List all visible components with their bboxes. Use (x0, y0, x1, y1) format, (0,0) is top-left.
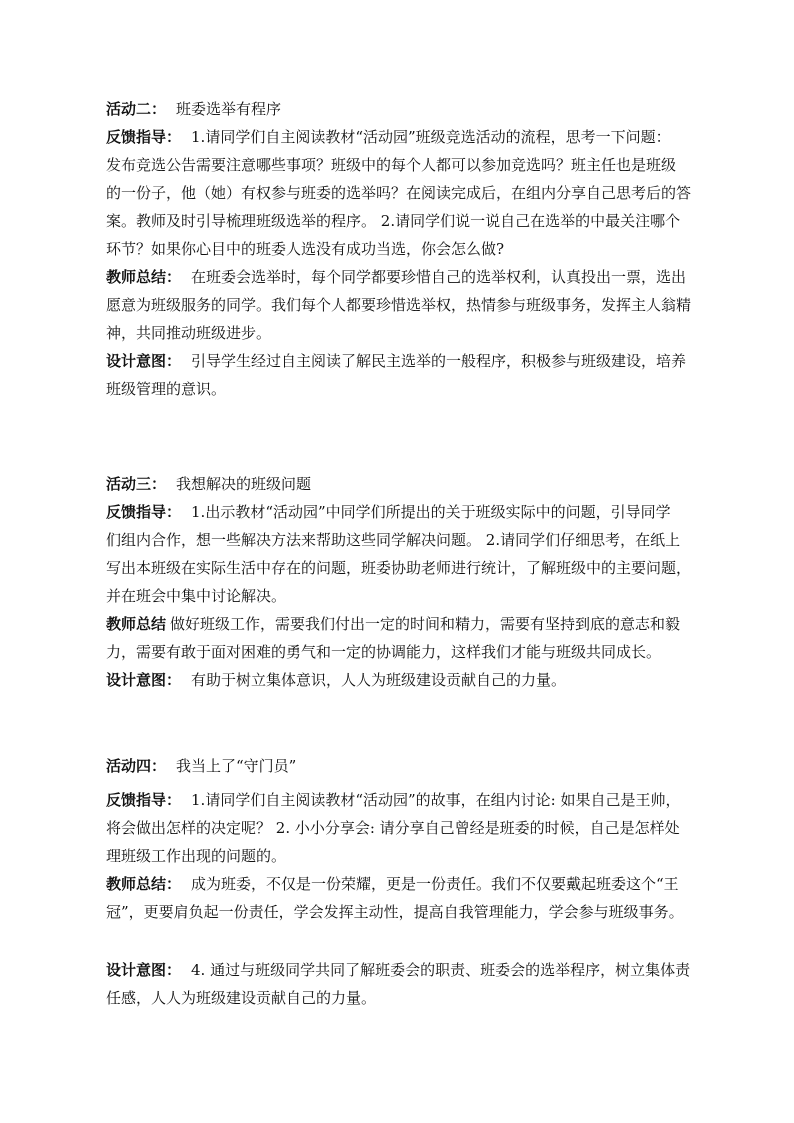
activity-2-summary-line-2: 愿意为班级服务的同学。我们每个人都要珍惜选举权，热情参与班级事务，发挥主人翁精 (106, 296, 692, 314)
activity-3-summary-line-2: 力，需要有敢于面对困难的勇气和一定的协调能力，这样我们才能与班级共同成长。 (106, 643, 662, 661)
activity-2-heading-label: 活动二： (106, 100, 167, 118)
activity-3-intent-line-1 (106, 666, 726, 694)
activity-3-summary-label: 教师总结 (106, 615, 167, 633)
activity-2-intent-text: 引导学生经过自主阅读了解民主选举的一般程序，积极参与班级建设，培养 (191, 352, 687, 370)
activity-2-intent-line-1 (106, 347, 726, 375)
activity-4-section (106, 752, 726, 1012)
activity-4-feedback-line-2: 将会做出怎样的决定呢？ 2. 小小分享会: 请分享自己曾经是班委的时候，自己是怎样处 (106, 819, 680, 837)
activity-4-summary-text: 成为班委，不仅是一份荣耀，更是一份责任。我们不仅要戴起班委这个“王 (191, 875, 679, 893)
activity-2-heading-text: 班委选举有程序 (176, 100, 282, 118)
activity-3-feedback-label: 反馈指导： (106, 503, 182, 521)
activity-3-feedback-line-3: 写出本班级在实际生活中存在的问题，班委协助老师进行统计，了解班级中的主要问题， (106, 559, 692, 577)
activity-2-summary-text: 在班委会选举时，每个同学都要珍惜自己的选举权利，认真投出一票，选出 (191, 268, 687, 286)
activity-3-summary-text: 做好班级工作，需要我们付出一定的时间和精力，需要有坚持到底的意志和毅 (170, 615, 681, 633)
activity-3-heading-label: 活动三： (106, 475, 167, 493)
activity-3-feedback-line-2: 们组内合作，想一些解决方法来帮助这些同学解决问题。 2.请同学们仔细思考，在纸上 (106, 531, 681, 549)
activity-4-heading (106, 752, 726, 780)
activity-4-feedback-line-1 (106, 786, 726, 814)
activity-3-intent-label: 设计意图： (106, 671, 182, 689)
activity-3-intent-text: 有助于树立集体意识，人人为班级建设贡献自己的力量。 (191, 671, 567, 689)
activity-2-feedback-line-3: 的一份子，他（她）有权参与班委的选举吗？在阅读完成后，在组内分享自己思考后的答 (106, 184, 692, 202)
activity-3-heading-text: 我想解决的班级问题 (176, 475, 312, 493)
activity-4-heading-label: 活动四： (106, 757, 167, 775)
activity-4-intent-line-2: 任感，人人为班级建设贡献自己的力量。 (106, 989, 377, 1007)
activity-2-intent-line-2: 班级管理的意识。 (106, 380, 227, 398)
activity-2-intent-label: 设计意图： (106, 352, 182, 370)
activity-4-heading-text: 我当上了“守门员” (176, 757, 297, 775)
activity-2-summary-line-1 (106, 263, 726, 291)
activity-2-feedback-line-5: 环节？如果你心目中的班委人选没有成功当选，你会怎么做? (106, 240, 505, 258)
activity-2-summary-label: 教师总结： (106, 268, 182, 286)
activity-4-feedback-text: 1.请同学们自主阅读教材“活动园”的故事，在组内讨论: 如果自己是王帅， (191, 791, 681, 809)
activity-4-summary-line-2: 冠”，更要肩负起一份责任，学会发挥主动性，提高自我管理能力，学会参与班级事务。 (106, 903, 684, 921)
activity-2-feedback-line-2: 发布竞选公告需要注意哪些事项？班级中的每个人都可以参加竞选吗？班主任也是班级 (106, 156, 677, 174)
activity-3-heading (106, 470, 726, 498)
activity-3-feedback-line-1 (106, 498, 726, 526)
activity-4-intent-text: 4. 通过与班级同学共同了解班委会的职责、班委会的选举程序，树立集体责 (191, 961, 691, 979)
activity-3-feedback-line-4: 并在班会中集中讨论解决。 (106, 587, 287, 605)
activity-4-feedback-line-3: 理班级工作出现的问题的。 (106, 847, 287, 865)
activity-2-section (106, 95, 726, 403)
activity-2-feedback-text: 1.请同学们自主阅读教材“活动园”班级竞选活动的流程，思考一下问题： (191, 128, 671, 146)
activity-2-feedback-label: 反馈指导： (106, 128, 182, 146)
activity-4-summary-line-1 (106, 870, 726, 898)
activity-4-intent-line-1 (106, 956, 726, 984)
activity-3-summary-line-1 (106, 610, 726, 638)
activity-2-summary-line-3: 神，共同推动班级进步。 (106, 324, 272, 342)
activity-4-feedback-label: 反馈指导： (106, 791, 182, 809)
activity-4-intent-label: 设计意图： (106, 961, 182, 979)
activity-2-feedback-line-4: 案。教师及时引导梳理班级选举的程序。 2.请同学们说一说自己在选举的中最关注哪个 (106, 212, 681, 230)
activity-2-feedback-line-1 (106, 123, 726, 151)
activity-2-heading (106, 95, 726, 123)
activity-3-section (106, 470, 726, 694)
activity-3-feedback-text: 1.出示教材“活动园”中同学们所提出的关于班级实际中的问题，引导同学 (191, 503, 671, 521)
activity-4-summary-label: 教师总结： (106, 875, 182, 893)
